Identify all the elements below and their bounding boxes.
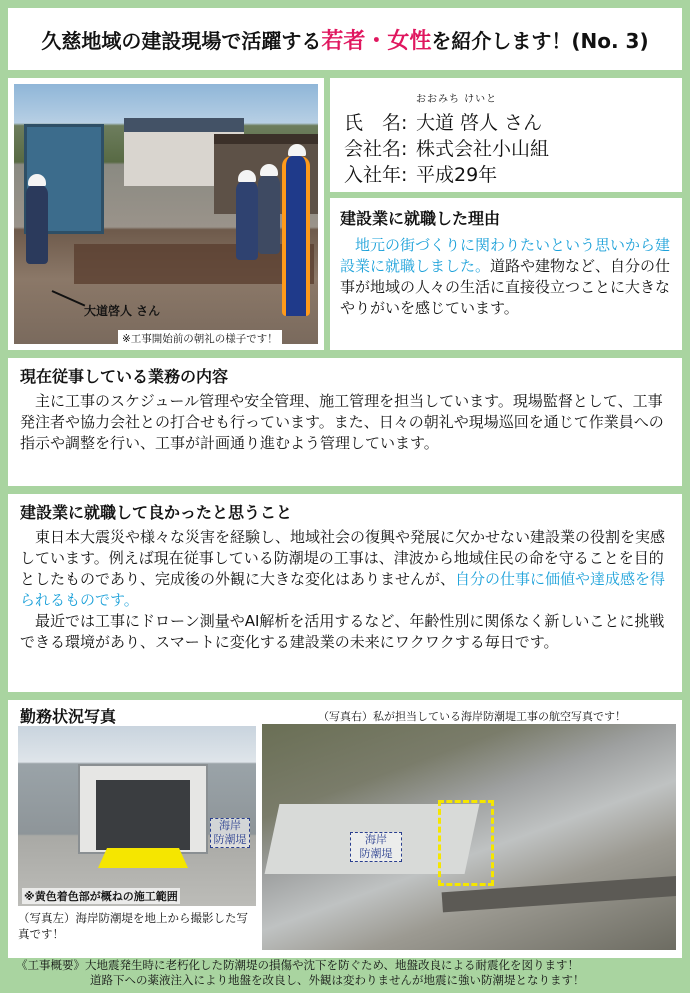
photo-scene xyxy=(14,84,318,344)
good-things-section xyxy=(8,494,682,692)
good-paragraph-1 xyxy=(20,527,670,611)
section-title: 勤務状況写真 xyxy=(20,707,117,726)
work-photos-section xyxy=(8,700,682,958)
photo-person-label: 大道啓人 さん xyxy=(84,304,161,318)
section-title: 建設業に就職して良かったと思うこと xyxy=(20,503,293,522)
section-title: 現在従事している業務の内容 xyxy=(20,367,229,386)
profile-card xyxy=(330,78,682,192)
helmet xyxy=(28,174,46,186)
profile-value: 株式会社小山組 xyxy=(416,138,550,160)
title-highlight: 若者・女性 xyxy=(321,28,432,54)
profile-value: 大道 啓人 さん xyxy=(416,112,543,134)
section-title: 建設業に就職した理由 xyxy=(340,209,501,228)
profile-key: 会社名: xyxy=(344,138,408,160)
morning-meeting-photo xyxy=(8,78,324,350)
person xyxy=(26,184,48,264)
seawall-aerial-photo xyxy=(262,724,676,950)
photo-caption: ※工事開始前の朝礼の様子です！ xyxy=(118,330,282,344)
title-pre: 久慈地域の建設現場で活躍する xyxy=(41,28,322,53)
construction-area-highlight xyxy=(438,800,494,886)
helmet xyxy=(238,170,256,182)
reason-highlight: 地元の街づくりに関わりたいという思いから建設業に就職しました。 xyxy=(340,236,671,275)
overview-line-2: 道路下への薬液注入により地盤を改良し、外観は変わりませんが地震に強い防潮堤となります！ xyxy=(90,973,585,987)
reason-rest: 道路や建物など、自分の仕事が地域の人々の生活に直接役立つことに大きなやりがいを感じています。 xyxy=(340,257,671,317)
profile-key: 氏 名: xyxy=(344,112,408,134)
current-work-text: 主に工事のスケジュール管理や安全管理、施工管理を担当しています。現場監督として、工事発注者や協力会社との打合せも行っています。また、日々の朝礼や現場巡回を通じて作業員への指示や調整を行い、工事が計画通り進むよう管理しています。 xyxy=(20,392,664,452)
helmet xyxy=(260,164,278,176)
helmet xyxy=(288,144,306,156)
profile-row-name xyxy=(344,108,542,135)
person xyxy=(258,174,280,254)
good-text: 東日本大震災や様々な災害を経験し、地域社会の復興や発展に欠かせない建設業の役割を実感しています。例えば現在従事している防潮堤の工事は、津波から地域住民の命を守ることを目的としたものであり、完成後の外観に大きな変化はありませんが、 xyxy=(20,528,666,588)
profile-key: 入社年: xyxy=(344,164,408,186)
profile-value: 平成29年 xyxy=(416,164,498,186)
good-paragraph-2: 最近では工事にドローン測量やAI解析を活用するなど、年齢性別に関係なく新しいことに挑戦できる環境があり、スマートに変化する建設業の未来にワクワクする毎日です。 xyxy=(20,612,665,651)
person xyxy=(236,180,258,260)
left-photo-note: ※黄色着色部が概ねの施工範囲 xyxy=(24,890,178,903)
current-work-section xyxy=(8,358,682,486)
title-post: を紹介します！(No. 3) xyxy=(431,28,649,53)
underpass-opening xyxy=(96,780,190,850)
right-photo-caption: （写真右）私が担当している海岸防潮堤工事の航空写真です！ xyxy=(318,710,626,723)
page-title xyxy=(8,8,682,70)
arrow xyxy=(52,290,86,306)
good-highlight: 自分の仕事に価値や達成感を得られるものです。 xyxy=(20,570,666,609)
construction-area-highlight xyxy=(98,848,188,868)
person xyxy=(282,156,310,316)
seawall-ground-photo xyxy=(18,726,256,906)
project-overview xyxy=(8,958,682,988)
overview-line-1: 《工事概要》大地震発生時に老朽化した防潮堤の損傷や沈下を防ぐため、地盤改良による耐震化を図ります！ xyxy=(16,958,580,972)
profile-row-year xyxy=(344,160,497,187)
profile-row-company xyxy=(344,134,549,161)
reason-text xyxy=(340,235,672,319)
seawall-label: 海岸 防潮堤 xyxy=(350,832,402,862)
reason-section xyxy=(330,198,682,350)
seawall-label: 海岸 防潮堤 xyxy=(210,818,250,848)
name-ruby: おおみち けいと xyxy=(416,94,498,105)
left-photo-caption: （写真左）海岸防潮堤を地上から撮影した写真です！ xyxy=(18,911,248,941)
